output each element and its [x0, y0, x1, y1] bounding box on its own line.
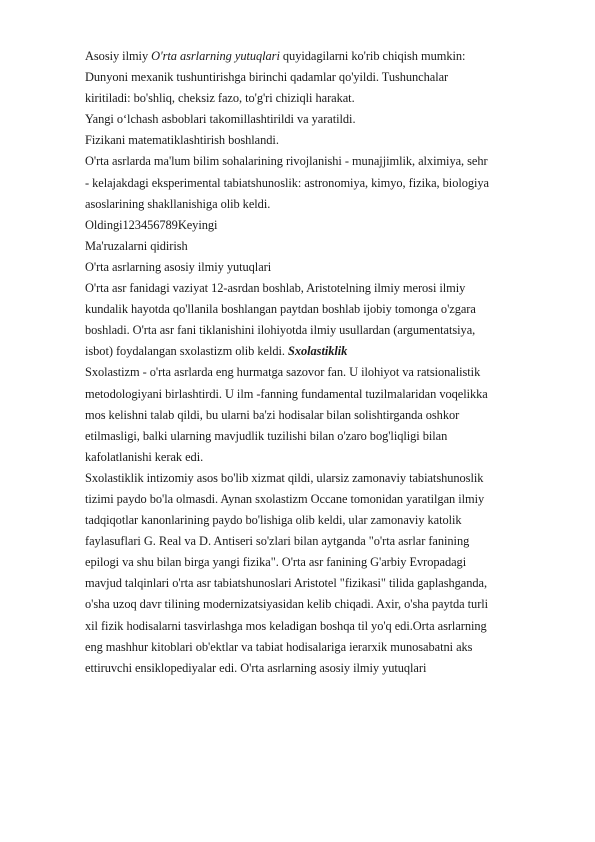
text-run: mavjud talqinlari o'rta asr tabiatshunoslari Aristotel "fizikasi" tilida gaplashganda,: [85, 576, 488, 591]
text-line: [85, 299, 555, 320]
text-line: [85, 616, 555, 637]
text-run: O'rta asr fanidagi vaziyat 12-asrdan boshlab, Aristotelning ilmiy merosi ilmiy: [85, 281, 466, 296]
text-run: Oldingi123456789Keyingi: [85, 217, 218, 232]
text-line: [85, 594, 555, 615]
text-run: Dunyoni mexanik tushuntirishga birinchi qadamlar qo'yildi. Tushunchalar: [85, 70, 449, 85]
text-run: o'sha uzoq davr tilining modernizatsiyasidan kelib chiqadi. Axir, o'sha paytda turli: [85, 597, 489, 612]
text-line: [85, 130, 555, 151]
text-run: metodologiyani birlashtirdi. U ilm -fanning fundamental tuzilmalaridan voqelikka: [85, 386, 488, 401]
text-line: [85, 151, 555, 172]
text-run: O'rta asrlarda ma'lum bilim sohalarining rivojlanishi - munajjimlik, alximiya, sehr: [85, 154, 488, 169]
text-run: - kelajakdagi eksperimental tabiatshunoslik: astronomiya, kimyo, fizika, biologiya: [85, 175, 490, 190]
text-run: Sxolastiklik intizomiy asos bo'lib xizmat qildi, ularsiz zamonaviy tabiatshunoslik: [85, 470, 484, 485]
text-line: [85, 447, 555, 468]
text-run: Yangi o‘lchash asboblari takomillashtirildi va yaratildi.: [85, 112, 356, 127]
text-run: mos kelishni talab qildi, bu ularni ba'zi hodisalar bilan solishtirganda oshkor: [85, 407, 460, 422]
text-line: [85, 194, 555, 215]
text-line: [85, 405, 555, 426]
text-run: O'rta asrlarning asosiy ilmiy yutuqlari: [85, 259, 272, 274]
text-line: [85, 362, 555, 383]
italic-text-run: O'rta asrlarning yutuqlari: [151, 49, 280, 63]
text-run: ettiruvchi ensiklopediyalar edi. O'rta asrlarning asosiy ilmiy yutuqlari: [85, 660, 427, 675]
text-line: [85, 468, 555, 489]
text-run: etilmasligi, balki ularning mavjudlik tuzilishi bilan o'zaro bog'liqligi bilan: [85, 428, 448, 443]
text-run: tadqiqotlar kanonlarining paydo bo'lishiga olib keldi, ular zamonaviy katolik: [85, 513, 462, 528]
text-run: asoslarining shakllanishiga olib keldi.: [85, 196, 271, 211]
text-line: [85, 658, 555, 679]
text-run: quyidagilarni ko'rib chiqish mumkin:: [279, 49, 466, 63]
text-line: [85, 552, 555, 573]
text-run: epilogi va shu bilan birga yangi fizika". O'rta asr fanining G'arbiy Evropadagi: [85, 555, 467, 570]
text-line: [85, 236, 555, 257]
text-line: [85, 278, 555, 299]
text-line: [85, 109, 555, 130]
text-run: Fizikani matematiklashtirish boshlandi.: [85, 133, 279, 148]
text-line: [85, 67, 555, 88]
text-run: kiritiladi: bo'shliq, cheksiz fazo, to'g'ri chiziqli harakat.: [85, 91, 355, 106]
text-run: Asosiy ilmiy: [85, 49, 152, 63]
text-line: [85, 215, 555, 236]
text-line: [85, 637, 555, 658]
text-run: faylasuflari G. Real va D. Antiseri so'zlari bilan aytganda "o'rta asrlar fanining: [85, 534, 470, 549]
text-line: [85, 320, 555, 341]
text-line: [85, 426, 555, 447]
text-run: tizimi paydo bo'la olmasdi. Aynan sxolastizm Occane tomonidan yaratilgan ilmiy: [85, 491, 485, 506]
text-run: kundalik hayotda qo'llanila boshlangan paytdan boshlab ijobiy tomonga o'zgara: [85, 302, 476, 317]
text-run: kafolatlanishi kerak edi.: [85, 449, 204, 464]
text-line: [85, 510, 555, 531]
text-line: [85, 489, 555, 510]
text-line: [85, 531, 555, 552]
text-line: [85, 88, 555, 109]
text-run: boshladi. O'rta asr fani tiklanishini ilohiyotda ilmiy usullardan (argumentatsiya,: [85, 323, 476, 338]
text-line: [85, 46, 555, 67]
text-run: xil fizik hodisalarni tasvirlashga mos keladigan boshqa til yo'q edi.Orta asrlarning: [85, 618, 487, 633]
text-run: isbot) foydalangan sxolastizm olib keldi.: [85, 344, 288, 359]
bold-italic-text-run: Sxolastiklik: [288, 344, 348, 359]
text-line: [85, 173, 555, 194]
text-run: Sxolastizm - o'rta asrlarda eng hurmatga sazovor fan. U ilohiyot va ratsionalistik: [85, 365, 481, 380]
text-line: [85, 341, 555, 362]
text-line: [85, 573, 555, 594]
text-line: [85, 384, 555, 405]
text-run: eng mashhur kitoblari ob'ektlar va tabiat hodisalariga ierarxik munosabatni aks: [85, 639, 473, 654]
text-run: Ma'ruzalarni qidirish: [85, 238, 188, 253]
document-body-text: [85, 46, 555, 679]
text-line: [85, 257, 555, 278]
